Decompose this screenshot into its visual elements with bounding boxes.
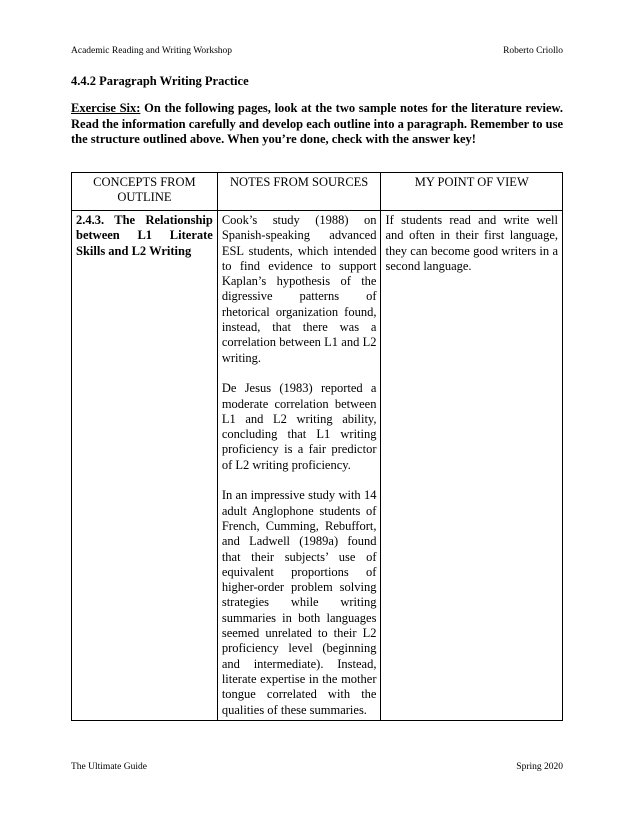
- footer-guide-title: The Ultimate Guide: [71, 762, 147, 772]
- outline-notes-table: [71, 172, 563, 721]
- footer-term: Spring 2020: [516, 762, 563, 772]
- header-notes: NOTES FROM SOURCES: [217, 173, 381, 211]
- concept-cell: 2.4.3. The Relationship between L1 Literate Skills and L2 Writing: [72, 211, 218, 721]
- exercise-instructions: [71, 101, 563, 148]
- header-point-of-view: MY POINT OF VIEW: [381, 173, 563, 211]
- notes-cell: [217, 211, 381, 721]
- exercise-label: Exercise Six:: [71, 101, 141, 115]
- note-paragraph-cumming: In an impressive study with 14 adult Anglophone students of French, Cumming, Rebuffort, and Ladwell (1989a) found that their subjects’ use of equivalent proportions of higher-order problem solving strategies while writing summaries in both languages seemed unrelated to their L2 proficiency level (beginning and intermediate). Instead, literate expertise in the mother tongue correlated with the qualities of these summaries.: [221, 488, 377, 717]
- header-concepts: CONCEPTS FROM OUTLINE: [72, 173, 218, 211]
- note-paragraph-dejesus: De Jesus (1983) reported a moderate correlation between L1 and L2 writing ability, concluding that L1 writing proficiency is a fair predictor of L2 writing proficiency.: [221, 381, 377, 472]
- exercise-text: On the following pages, look at the two sample notes for the literature review. Read the information carefully and develop each outline into a paragraph. Remember to use the structure outlined above. When you’re done, check with the answer key!: [71, 101, 564, 147]
- page-footer: [71, 762, 563, 772]
- table-row: [72, 211, 563, 721]
- table-header-row: [72, 173, 563, 211]
- header-author: Roberto Criollo: [503, 46, 563, 56]
- point-of-view-cell: [381, 211, 563, 721]
- point-of-view-text: If students read and write well and often in their first language, they can become good writers in a second language.: [385, 213, 558, 273]
- page-header: [71, 46, 563, 56]
- note-paragraph-cook: Cook’s study (1988) on Spanish-speaking advanced ESL students, which intended to find evidence to support Kaplan’s hypothesis of the digressive patterns of rhetorical organization found, instead, that there was a correlation between L1 and L2 writing.: [221, 213, 377, 365]
- section-title: 4.4.2 Paragraph Writing Practice: [71, 74, 249, 88]
- header-course-title: Academic Reading and Writing Workshop: [71, 46, 233, 56]
